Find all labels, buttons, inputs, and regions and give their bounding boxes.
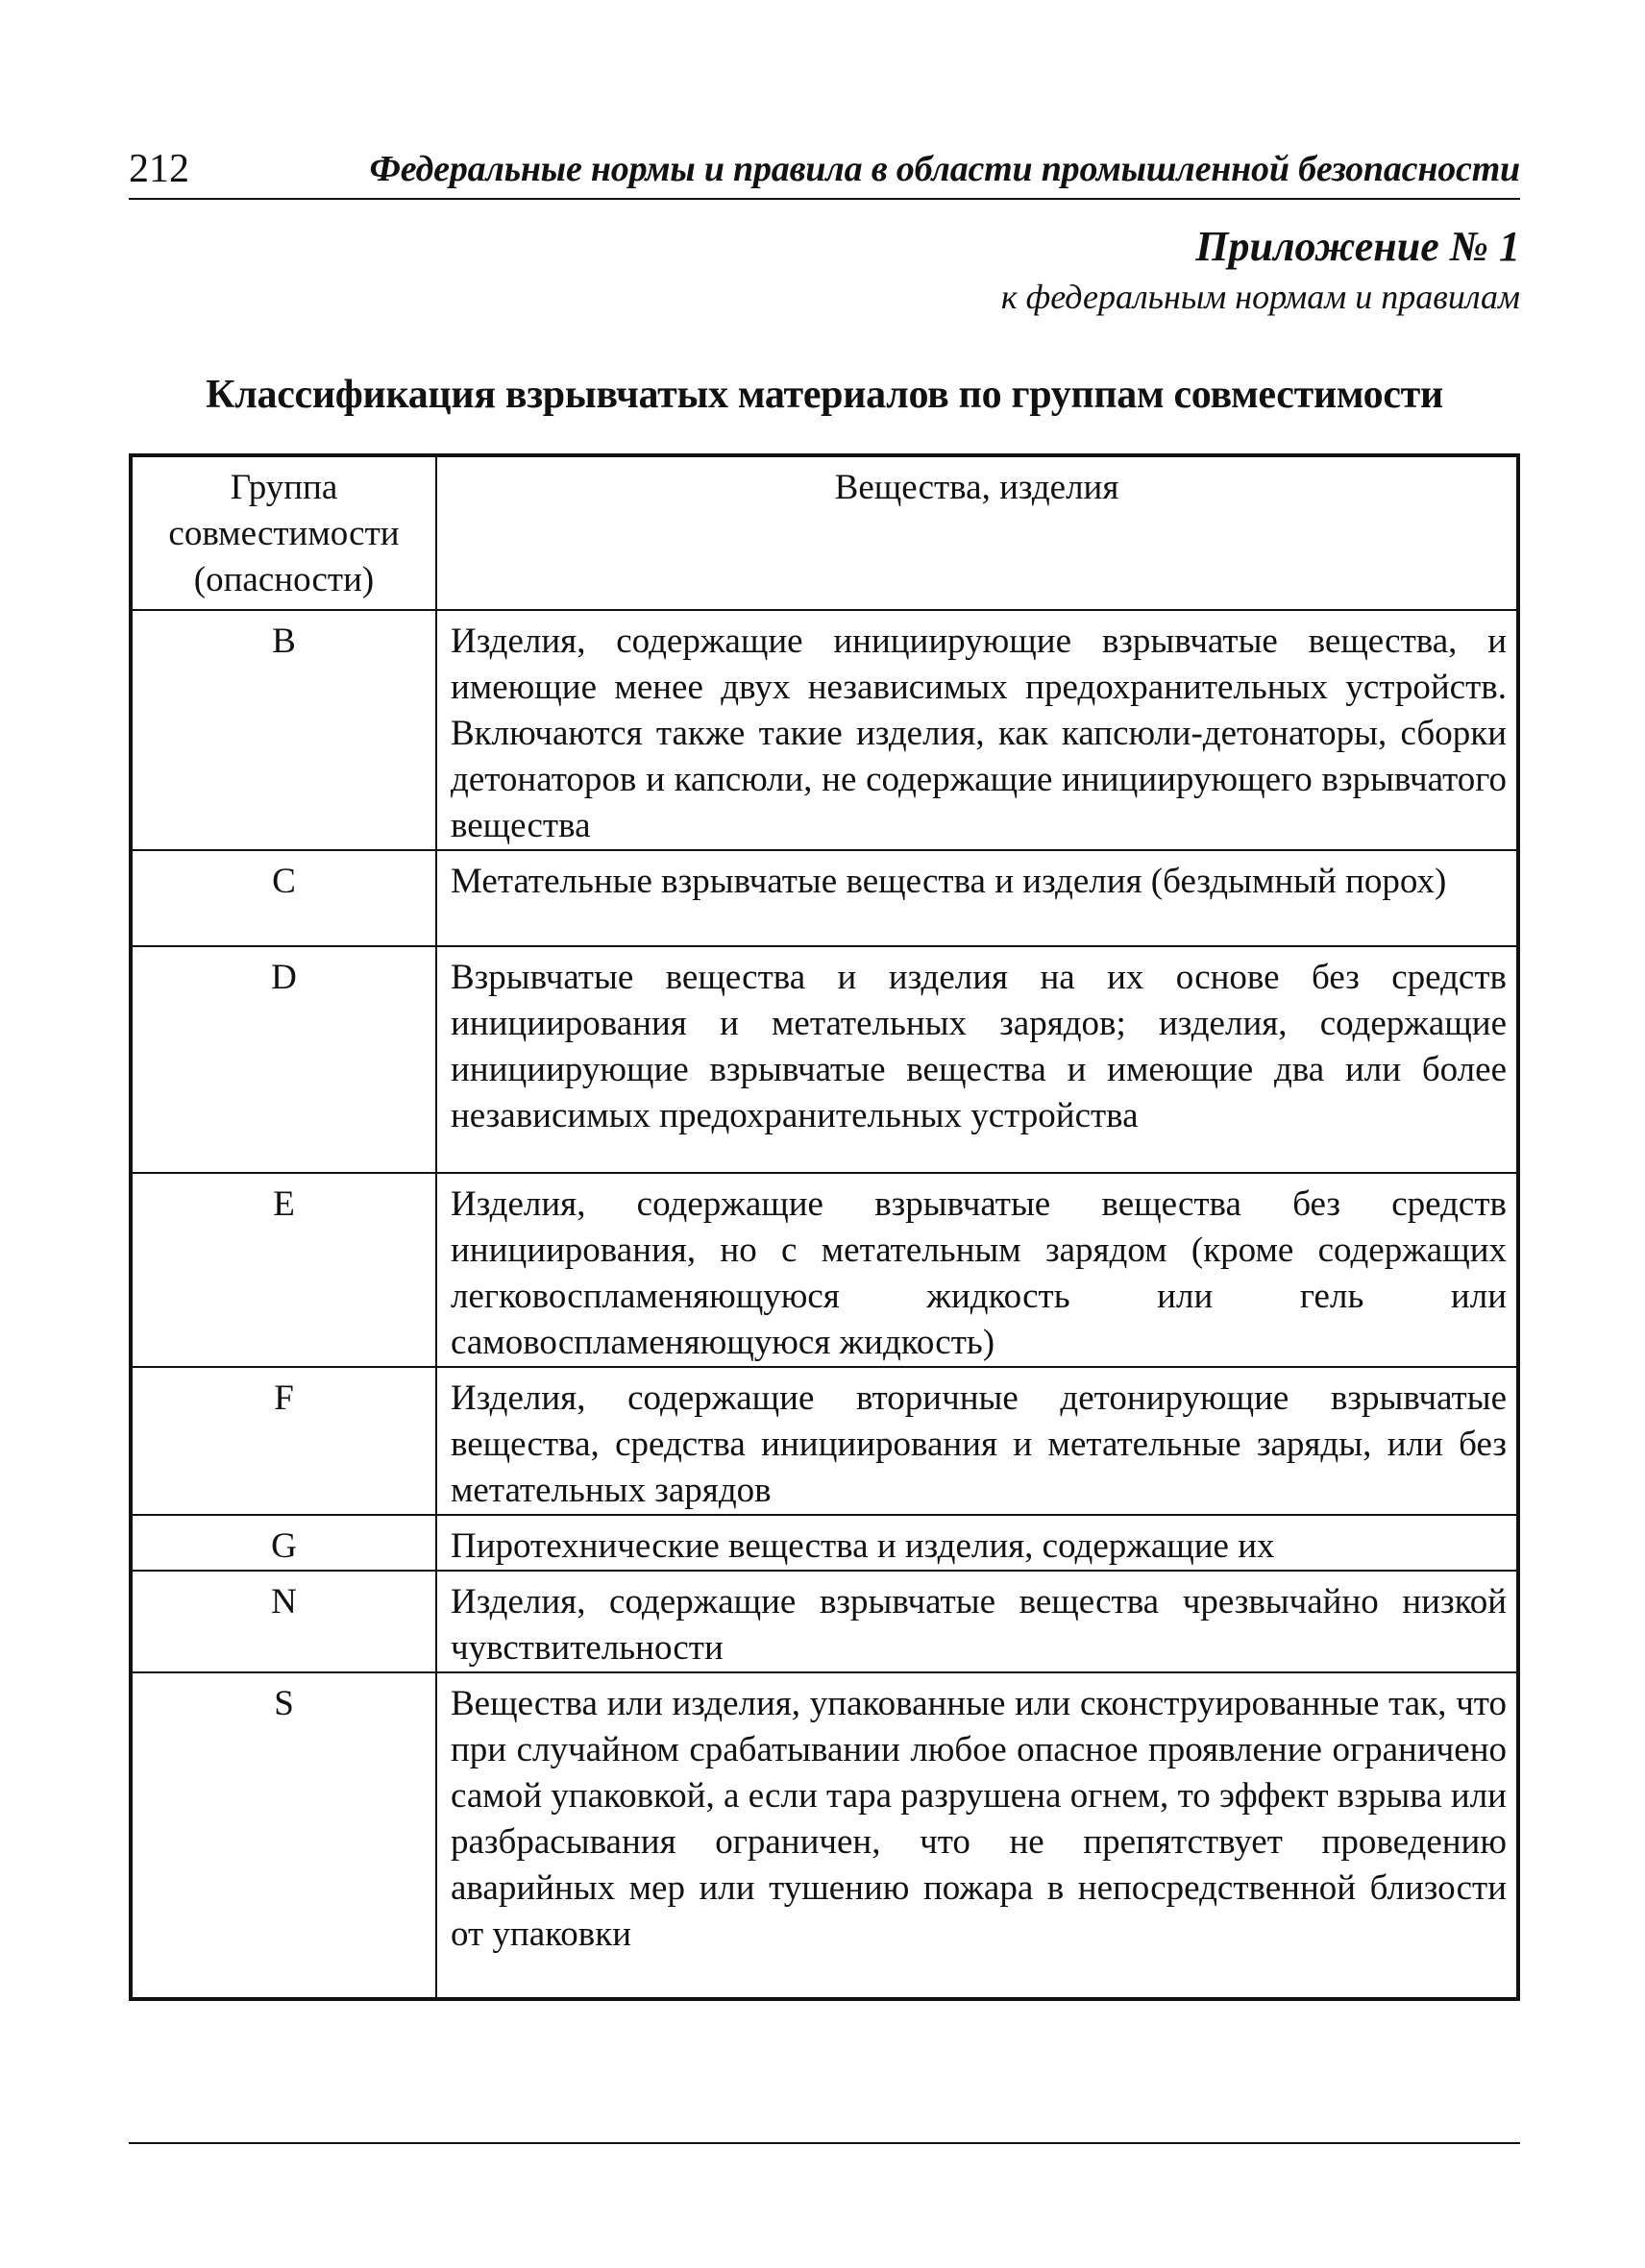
group-description: Метательные взрывчатые вещества и изделия (бездымный порох): [436, 850, 1518, 946]
group-description: Пиротехнические вещества и изделия, содержащие их: [436, 1515, 1518, 1571]
appendix-subtitle: к федеральным нормам и правилам: [1000, 278, 1520, 316]
group-description: Изделия, содержащие взрывчатые вещества без средств инициирования, но с метательным зарядом (кроме содержащих легковоспламеняющуюся жидкость или гель или самовоспламеняющуюся жидкость): [436, 1173, 1518, 1367]
column-header-description: Вещества, изделия: [436, 455, 1518, 610]
table-row: [131, 1367, 1518, 1515]
group-code: N: [131, 1571, 436, 1672]
group-code: D: [131, 946, 436, 1173]
appendix-title: Приложение № 1: [1195, 223, 1520, 270]
group-code: F: [131, 1367, 436, 1515]
table-row: [131, 1515, 1518, 1571]
page-number: 212: [129, 147, 189, 191]
group-description: Изделия, содержащие взрывчатые вещества чрезвычайно низкой чувствительности: [436, 1571, 1518, 1672]
table-title: Классификация взрывчатых материалов по группам совместимости: [206, 373, 1443, 417]
group-code: E: [131, 1173, 436, 1367]
group-code: B: [131, 610, 436, 850]
table-row: [131, 610, 1518, 850]
table-row: [131, 850, 1518, 946]
group-description: Вещества или изделия, упакованные или сконструированные так, что при случайном срабатывании любое опасное проявление ограничено самой упаковкой, а если тара разрушена огнем, то эффект взрыва или разбрасывания ограничен, что не препятствует проведению аварийных мер или тушению пожара в непосредственной близости от упаковки: [436, 1672, 1518, 1999]
table-row: [131, 1672, 1518, 1999]
table-row: [131, 1571, 1518, 1672]
group-description: Изделия, содержащие вторичные детонирующие взрывчатые вещества, средства инициирования и метательные заряды, или без метательных зарядов: [436, 1367, 1518, 1515]
group-code: C: [131, 850, 436, 946]
table-row: [131, 946, 1518, 1173]
table-header-row: [131, 455, 1518, 610]
compatibility-table: [129, 453, 1520, 2001]
footer-rule: [129, 2142, 1520, 2144]
table-row: [131, 1173, 1518, 1367]
running-header: [129, 144, 1520, 200]
column-header-group: Группа совместимости (опасности): [131, 455, 436, 610]
group-code: S: [131, 1672, 436, 1999]
running-title: Федеральные нормы и правила в области промышленной безопасности: [369, 149, 1520, 189]
group-description: Взрывчатые вещества и изделия на их основе без средств инициирования и метательных зарядов; изделия, содержащие инициирующие взрывчатые вещества и имеющие два или более независимых предохранительных устройства: [436, 946, 1518, 1173]
group-code: G: [131, 1515, 436, 1571]
group-description: Изделия, содержащие инициирующие взрывчатые вещества, и имеющие менее двух независимых предохранительных устройств. Включаются также такие изделия, как капсюли-детонаторы, сборки детонаторов и капсюли, не содержащие инициирующего взрывчатого вещества: [436, 610, 1518, 850]
